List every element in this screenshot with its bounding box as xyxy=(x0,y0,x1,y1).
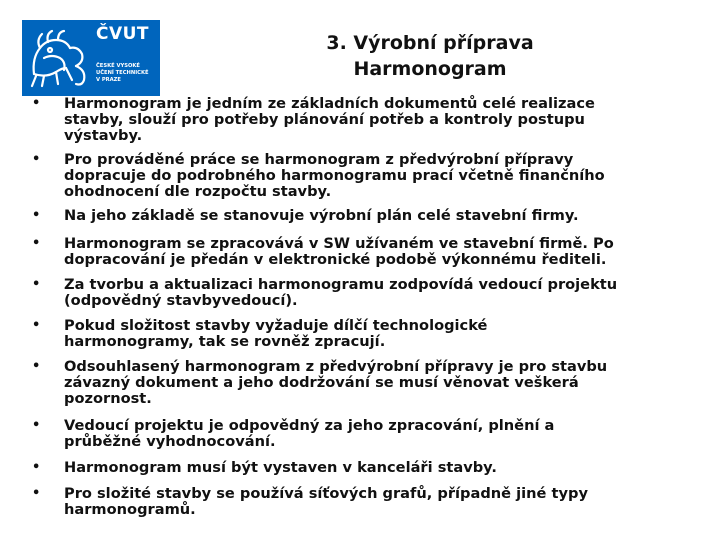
logo-name: ČVUT xyxy=(96,24,150,44)
bullet-line: pozornost. xyxy=(64,390,152,407)
bullet-line: dopracování je předán v elektronické podobě výkonnému řediteli. xyxy=(64,251,607,268)
bullet-item xyxy=(64,236,684,268)
bullet-line: harmonogramy, tak se rovněž zpracují. xyxy=(64,333,386,350)
bullet-line: průběžné vyhodnocování. xyxy=(64,433,276,450)
bullet-line: • Harmonogram je jedním ze základních dokumentů celé realizace xyxy=(64,95,595,112)
bullet-line: • Vedoucí projektu je odpovědný za jeho zpracování, plnění a xyxy=(64,417,555,434)
slide-title-line: Harmonogram xyxy=(353,58,507,80)
bullet-item xyxy=(64,208,684,224)
logo-subtitle-line: V PRAZE xyxy=(96,77,121,83)
bullet-line: • Pro složité stavby se používá síťových grafů, případně jiné typy xyxy=(64,485,588,502)
logo-subtitle-line: ČESKÉ VYSOKÉ xyxy=(96,63,140,69)
bullet-line: • Harmonogram se zpracovává v SW užívaném ve stavební firmě. Po xyxy=(64,235,614,252)
bullet-line: závazný dokument a jeho dodržování se musí věnovat veškerá xyxy=(64,374,579,391)
bullet-line: • Odsouhlasený harmonogram z předvýrobní přípravy je pro stavbu xyxy=(64,358,608,375)
bullet-item xyxy=(64,460,684,476)
bullet-line: ohodnocení dle rozpočtu stavby. xyxy=(64,183,332,200)
bullet-item xyxy=(64,359,684,407)
bullet-line: harmonogramů. xyxy=(64,501,196,518)
bullet-line: • Za tvorbu a aktualizaci harmonogramu zodpovídá vedoucí projektu xyxy=(64,276,618,293)
bullet-line: dopracuje do podrobného harmonogramu prací včetně finančního xyxy=(64,167,605,184)
bullet-line: (odpovědný stavbyvedoucí). xyxy=(64,292,298,309)
slide-title-line: 3. Výrobní příprava xyxy=(326,32,534,54)
bullet-item xyxy=(64,96,684,144)
bullet-item xyxy=(64,152,684,200)
bullet-line: • Pokud složitost stavby vyžaduje dílčí technologické xyxy=(64,317,488,334)
bullet-line: výstavby. xyxy=(64,127,143,144)
bullet-line: • Na jeho základě se stanovuje výrobní plán celé stavební firmy. xyxy=(64,207,579,224)
bullet-line: stavby, slouží pro potřeby plánování potřeb a kontroly postupu xyxy=(64,111,585,128)
bullet-item xyxy=(64,486,684,518)
bullet-item xyxy=(64,318,684,350)
bullet-item xyxy=(64,418,684,450)
logo-subtitle-line: UČENÍ TECHNICKÉ xyxy=(96,70,149,76)
bullet-item xyxy=(64,277,684,309)
bullet-line: • Harmonogram musí být vystaven v kanceláři stavby. xyxy=(64,459,497,476)
bullet-line: • Pro prováděné práce se harmonogram z předvýrobní přípravy xyxy=(64,151,574,168)
